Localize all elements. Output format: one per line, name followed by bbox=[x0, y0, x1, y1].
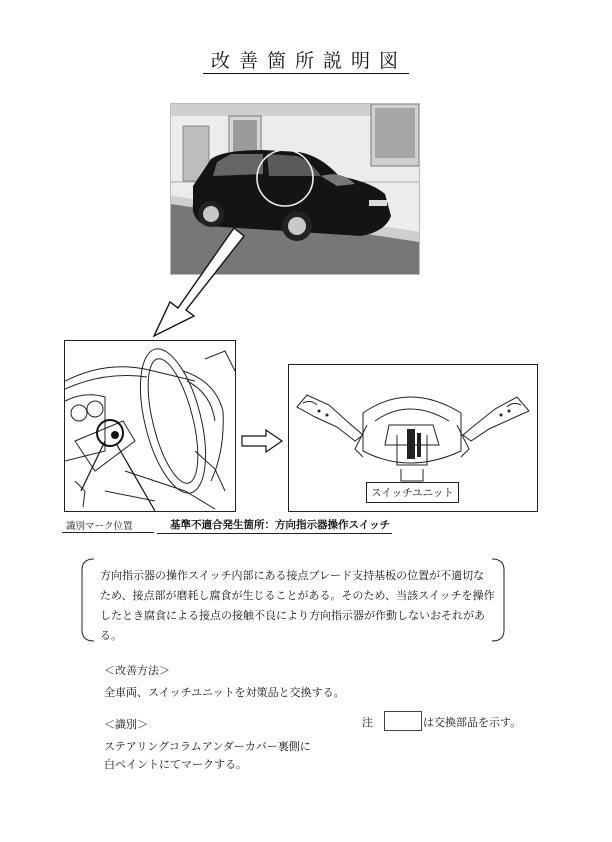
steering-column-drawing bbox=[64, 340, 236, 512]
note-prefix: 注 bbox=[362, 716, 373, 729]
mark-position-label: 識別マーク位置 bbox=[66, 521, 133, 532]
pointer-arrow bbox=[150, 222, 250, 342]
page-title-text: 改善箇所説明図 bbox=[203, 50, 409, 74]
steering-wheel-sketch bbox=[65, 341, 235, 511]
defect-location-underline bbox=[157, 533, 392, 534]
page-title bbox=[0, 46, 612, 73]
mark-position-underline bbox=[62, 532, 154, 533]
defect-location-label: 基準不適合発生箇所：方向指示器操作スイッチ bbox=[170, 519, 391, 531]
description-line: 方向指示器の操作スイッチ内部にある接点ブレード支持基板の位置が不適切な bbox=[100, 569, 485, 582]
identification-line2: 白ペイントにてマークする。 bbox=[104, 758, 247, 771]
description-line: したとき腐食による接点の接触不良により方向指示器が作動しないおそれがあ bbox=[100, 609, 485, 622]
remedy-text: 全車両、スイッチユニットを対策品と交換する。 bbox=[104, 686, 345, 699]
identification-line1: ステアリングコラムアンダーカバー裏側に bbox=[104, 740, 311, 753]
remedy-heading: ＜改善方法＞ bbox=[104, 664, 170, 677]
middle-arrow bbox=[240, 428, 284, 454]
defect-description bbox=[100, 566, 496, 646]
switch-unit-label: スイッチユニット bbox=[366, 482, 459, 503]
description-line: ため、接点部が磨耗し腐食が生じることがある。そのため、当該スイッチを操作 bbox=[100, 589, 495, 602]
note-legend-box bbox=[384, 711, 422, 731]
note-suffix: は交換部品を示す。 bbox=[423, 716, 522, 729]
description-line: る。 bbox=[100, 629, 122, 642]
identification-heading: ＜識別＞ bbox=[104, 718, 148, 731]
